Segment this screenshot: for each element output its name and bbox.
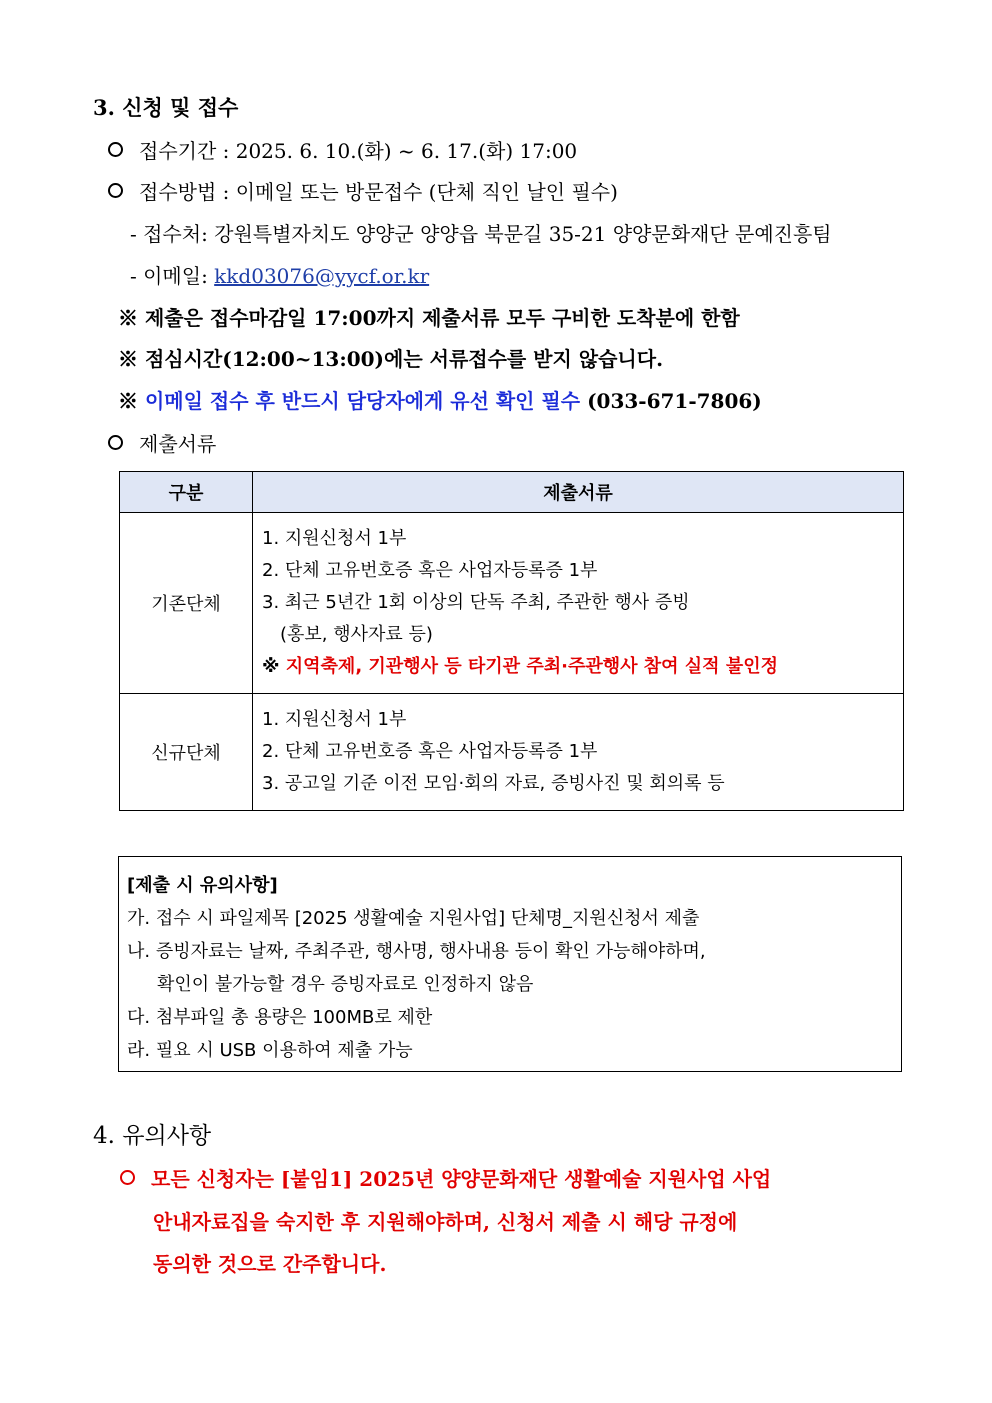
email-label: - 이메일:: [130, 264, 215, 288]
docs-cell: [253, 694, 904, 811]
note-phone-confirm: [118, 385, 762, 414]
doc-item: 3. 최근 5년간 1회 이상의 단독 주최, 주관한 행사 증빙: [262, 592, 690, 613]
period-item: [108, 135, 577, 164]
period-text: 접수기간 : 2025. 6. 10.(화) ~ 6. 17.(화) 17:00: [139, 139, 578, 163]
section-3-title: 3. 신청 및 접수: [93, 95, 239, 120]
header-docs: 제출서류: [253, 472, 904, 513]
circle-bullet-icon: [108, 142, 123, 157]
section-4-text: 모든 신청자는 [붙임1] 2025년 양양문화재단 생활예술 지원사업 사업: [151, 1167, 772, 1191]
note-mark: ※: [118, 389, 145, 413]
caution-line: 다. 첨부파일 총 용량은 100MB로 제한: [127, 1007, 433, 1028]
note-phone-number: (033-671-7806): [580, 389, 762, 413]
caution-line-continued: 확인이 불가능할 경우 증빙자료로 인정하지 않음: [157, 974, 534, 995]
doc-item: 3. 공고일 기준 이전 모임·회의 자료, 증빙사진 및 회의록 등: [262, 773, 725, 794]
circle-bullet-icon: [108, 435, 123, 450]
category-cell: 기존단체: [120, 513, 253, 694]
category-cell: 신규단체: [120, 694, 253, 811]
section-4-line: 안내자료집을 숙지한 후 지원해야하며, 신청서 제출 시 해당 규정에: [153, 1210, 738, 1234]
section-4-line: [120, 1163, 771, 1192]
documents-table: [119, 471, 904, 811]
doc-item: 1. 지원신청서 1부: [262, 709, 407, 730]
section-4-line: 동의한 것으로 간주합니다.: [153, 1252, 387, 1276]
table-row: [120, 694, 904, 811]
note-lunch: ※ 점심시간(12:00~13:00)에는 서류접수를 받지 않습니다.: [118, 347, 664, 371]
caution-line: 나. 증빙자료는 날짜, 주최주관, 행사명, 행사내용 등이 확인 가능해야하며,: [127, 941, 706, 962]
doc-note: [262, 651, 903, 683]
docs-cell: [253, 513, 904, 694]
docs-heading: 제출서류: [139, 432, 217, 456]
caution-line: 라. 필요 시 USB 이용하여 제출 가능: [127, 1040, 413, 1061]
circle-bullet-icon: [108, 183, 123, 198]
note-deadline: ※ 제출은 접수마감일 17:00까지 제출서류 모두 구비한 도착분에 한함: [118, 306, 740, 330]
note-phone-blue-text: 이메일 접수 후 반드시 담당자에게 유선 확인 필수: [144, 389, 581, 413]
method-text: 접수방법 : 이메일 또는 방문접수 (단체 직인 날인 필수): [139, 180, 618, 204]
table-row: [120, 513, 904, 694]
caution-line: 가. 접수 시 파일제목 [2025 생활예술 지원사업] 단체명_지원신청서 제출: [127, 908, 700, 929]
section-4-title: 4. 유의사항: [93, 1123, 212, 1149]
doc-note-red-text: 지역축제, 기관행사 등 타기관 주최·주관행사 참여 실적 불인정: [285, 656, 779, 677]
doc-item: 1. 지원신청서 1부: [262, 528, 407, 549]
cautions-title: [제출 시 유의사항]: [127, 875, 278, 896]
cautions-box: [118, 856, 902, 1072]
doc-item: 2. 단체 고유번호증 혹은 사업자등록증 1부: [262, 560, 598, 581]
circle-bullet-icon: [120, 1170, 135, 1185]
note-mark: ※: [262, 656, 286, 677]
place-line: - 접수처: 강원특별자치도 양양군 양양읍 북문길 35-21 양양문화재단 문예진흥팀: [130, 222, 832, 246]
table-header-row: [120, 472, 904, 513]
doc-item: 2. 단체 고유번호증 혹은 사업자등록증 1부: [262, 741, 598, 762]
header-category: 구분: [120, 472, 253, 513]
doc-item-continued: (홍보, 행사자료 등): [280, 624, 433, 645]
email-line: [130, 260, 429, 289]
method-item: [108, 176, 618, 205]
docs-heading-item: [108, 428, 216, 457]
email-link[interactable]: kkd03076@yycf.or.kr: [214, 264, 430, 288]
